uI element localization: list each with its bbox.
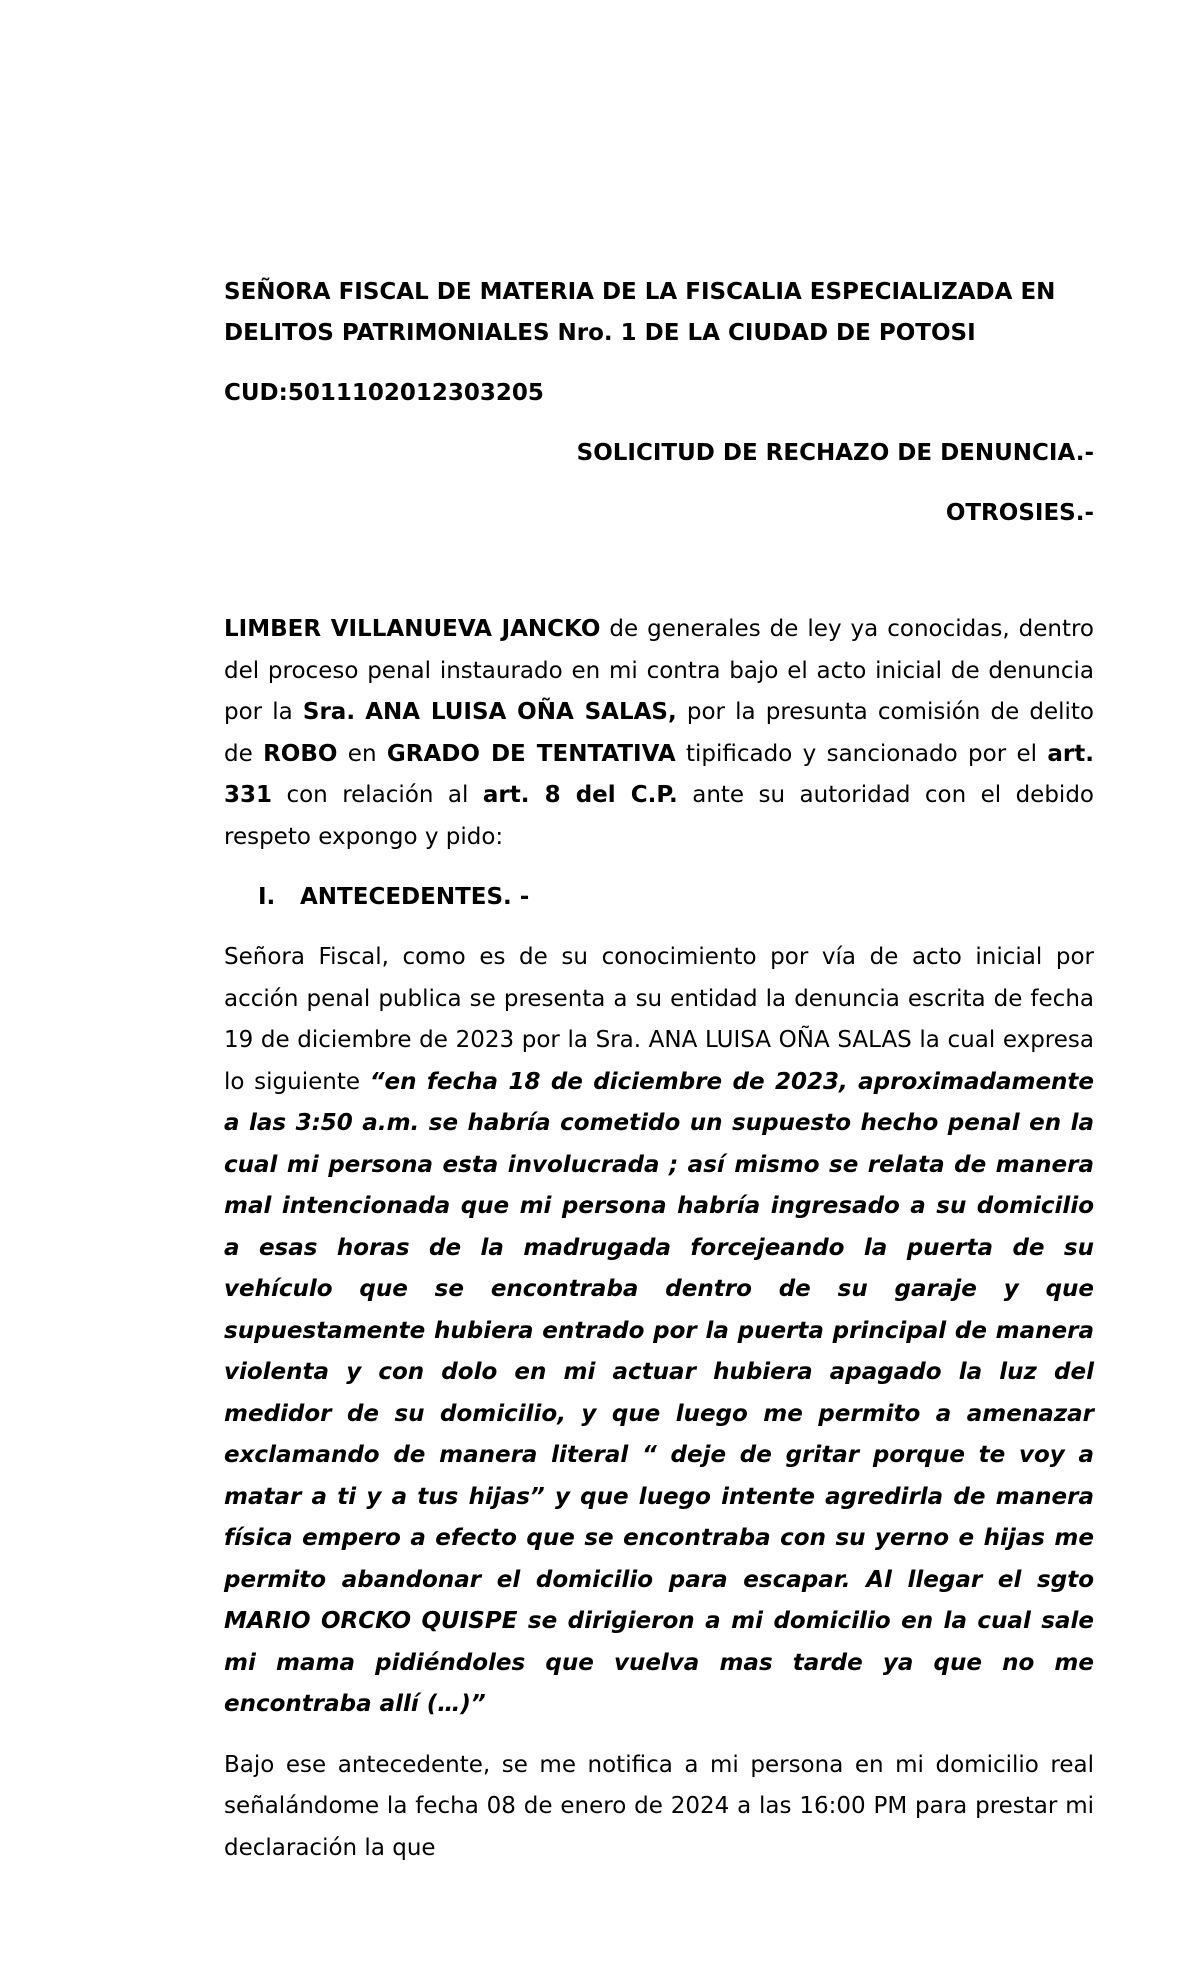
antecedentes-paragraph: Señora Fiscal, como es de su conocimiento por vía de acto inicial por acción penal publica se presenta a su entidad la denuncia escrita de fecha 19 de diciembre de 2023 por la Sra. ANA LUISA OÑA SALAS la cual expresa lo siguiente “en fecha 18 de diciembre de 2023, aproximadamente a las 3:50 a.m. se habría cometido un supuesto hecho penal en la cual mi persona esta involucrada ; así mismo se relata de manera mal intencionada que mi persona habría ingresado a su domicilio a esas horas de la madrugada forcejeando la puerta de su vehículo que se encontraba dentro de su garaje y que supuestamente hubiera entrado por la puerta principal de manera violenta y con dolo en mi actuar hubiera apagado la luz del medidor de su domicilio, y que luego me permito a amenazar exclamando de manera literal “ deje de gritar porque te voy a matar a ti y a tus hijas” y que luego intente agredirla de manera física empero a efecto que se encontraba con su yerno e hijas me permito abandonar el domicilio para escapar. Al llegar el sgto MARIO ORCKO QUISPE se dirigieron a mi domicilio en la cual sale mi mama pidiéndoles que vuelva mas tarde ya que no me encontraba allí (…)” <box>224 944 1095 1717</box>
document-title: SOLICITUD DE RECHAZO DE DENUNCIA.- <box>576 440 1094 466</box>
addressee-heading <box>224 272 1094 354</box>
case-cud: CUD:5011102012303205 <box>224 380 544 406</box>
closing-paragraph: Bajo ese antecedente, se me notifica a mi persona en mi domicilio real señalándome la fecha 08 de enero de 2024 a las 16:00 PM para prestar mi declaración la que <box>224 1751 1094 1861</box>
document-body <box>224 272 1094 1869</box>
section-label: ANTECEDENTES. - <box>300 884 530 910</box>
defendant-name: LIMBER VILLANUEVA JANCKO <box>224 616 601 642</box>
addressee-heading-line2: DELITOS PATRIMONIALES Nro. 1 DE LA CIUDAD DE POTOSI <box>224 320 976 346</box>
intro-paragraph: LIMBER VILLANUEVA JANCKO de generales de ley ya conocidas, dentro del proceso penal instaurado en mi contra bajo el acto inicial de denuncia por la Sra. ANA LUISA OÑA SALAS, por la presunta comisión de delito de ROBO en GRADO DE TENTATIVA tipificado y sancionado por el art. 331 con relación al art. 8 del C.P. ante su autoridad con el debido respeto expongo y pido: <box>224 616 1095 850</box>
section-antecedentes-heading <box>224 877 1094 918</box>
section-number: I. <box>258 884 276 910</box>
document-subtitle: OTROSIES.- <box>945 500 1094 526</box>
complaint-quote: “en fecha 18 de diciembre de 2023, aproximadamente a las 3:50 a.m. se habría cometido un supuesto hecho penal en la cual mi persona esta involucrada ; así mismo se relata de manera mal intencionada que mi persona habría ingresado a su domicilio a esas horas de la madrugada forcejeando la puerta de su vehículo que se encontraba dentro de su garaje y que supuestamente hubiera entrado por la puerta principal de manera violenta y con dolo en mi actuar hubiera apagado la luz del medidor de su domicilio, y que luego me permito a amenazar exclamando de manera literal “ deje de gritar porque te voy a matar a ti y a tus hijas” y que luego intente agredirla de manera física empero a efecto que se encontraba con su yerno e hijas me permito abandonar el domicilio para escapar. Al llegar el sgto MARIO ORCKO QUISPE se dirigieron a mi domicilio en la cual sale mi mama pidiéndoles que vuelva mas tarde ya que no me encontraba allí (…)” <box>224 1068 1095 1717</box>
crime-name: ROBO <box>263 740 338 767</box>
article-331: art. 331 <box>224 740 1094 808</box>
complainant-name: ANA LUISA OÑA SALAS, <box>365 699 677 725</box>
addressee-heading-line1: SEÑORA FISCAL DE MATERIA DE LA FISCALIA ESPECIALIZADA EN <box>224 279 1056 305</box>
crime-degree: GRADO DE TENTATIVA <box>386 740 676 767</box>
article-8: art. 8 del C.P. <box>482 782 678 808</box>
